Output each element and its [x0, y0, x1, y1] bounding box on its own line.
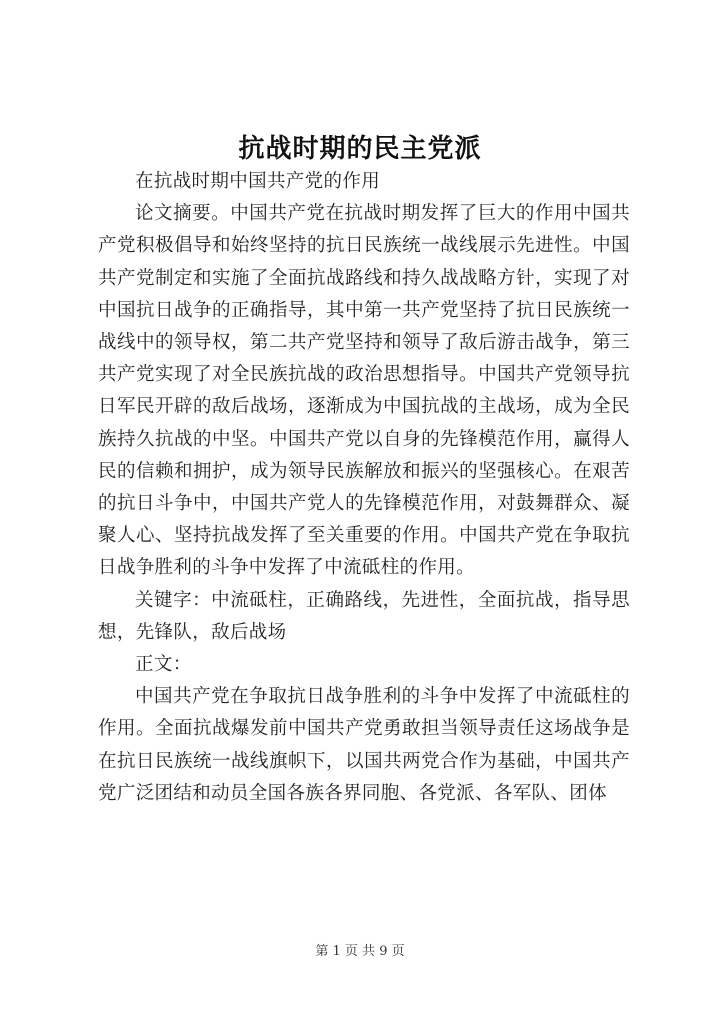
keywords-paragraph: 关键字：中流砥柱，正确路线，先进性，全面抗战，指导思想，先锋队，敌后战场: [98, 589, 630, 643]
body-paragraph: 中国共产党在争取抗日战争胜利的斗争中发挥了中流砥柱的作用。全面抗战爆发前中国共产党勇敢担当领导责任这场战争是在抗日民族统一战线旗帜下，以国共两党合作为基础，中国共产党广泛团结和动员全国各族各界同胞、各党派、各军队、团体: [98, 686, 630, 804]
abstract-paragraph: 论文摘要。中国共产党在抗战时期发挥了巨大的作用中国共产党积极倡导和始终坚持的抗日民族统一战线展示先进性。中国共产党制定和实施了全面抗战路线和持久战战略方针，实现了对中国抗日战争的正确指导，其中第一共产党坚持了抗日民族统一战线中的领导权，第二共产党坚持和领导了敌后游击战争，第三共产党实现了对全民族抗战的政治思想指导。中国共产党领导抗日军民开辟的敌后战场，逐渐成为中国抗战的主战场，成为全民族持久抗战的中坚。中国共产党以自身的先锋模范作用，赢得人民的信赖和拥护，成为领导民族解放和振兴的坚强核心。在艰苦的抗日斗争中，中国共产党人的先锋模范作用，对鼓舞群众、凝聚人心、坚持抗战发挥了至关重要的作用。中国共产党在争取抗日战争胜利的斗争中发挥了中流砥柱的作用。: [98, 203, 630, 579]
body-heading: 正文：: [135, 654, 192, 676]
document-title: 抗战时期的民主党派: [238, 134, 482, 164]
document-body: [98, 166, 630, 810]
page-footer: 第 1 页 共 9 页: [315, 944, 405, 959]
subtitle-paragraph: 在抗战时期中国共产党的作用: [135, 171, 381, 192]
